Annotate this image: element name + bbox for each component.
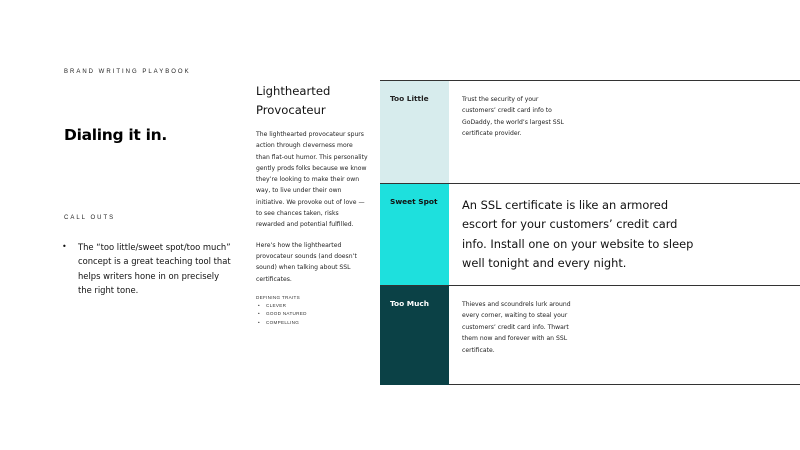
tone-label-too-little: Too Little <box>380 81 449 183</box>
page-title: Dialing it in. <box>64 126 167 144</box>
trait-item <box>256 302 368 311</box>
bullet-icon: • <box>258 302 260 308</box>
tone-row-too-little <box>380 81 800 183</box>
tone-example-too-little <box>449 81 800 183</box>
tone-example-sweet-spot <box>449 184 800 285</box>
tone-label-too-much: Too Much <box>380 286 449 385</box>
bullet-icon: • <box>62 242 67 251</box>
tone-example-text: An SSL certificate is like an armored escort for your customers’ credit card info. Install one on your website to sleep well tonight and every night. <box>462 198 694 270</box>
traits-heading: DEFINING TRAITS <box>256 294 300 300</box>
tone-table <box>380 80 800 385</box>
trait-label: CLEVER <box>266 302 287 308</box>
tone-example-text: Thieves and scoundrels lurk around every corner, waiting to steal your customers’ credit card info. Thwart them now and forever with an SSL certificate. <box>462 301 571 354</box>
tone-example-text: Trust the security of your customers’ credit card info to GoDaddy, the world’s largest SSL certificate provider. <box>462 96 564 138</box>
traits-list <box>256 302 368 328</box>
persona-ssl-intro: Here’s how the lighthearted provocateur sounds (and doesn’t sound) when talking about SSL certificates. <box>256 241 357 283</box>
trait-item <box>256 310 368 319</box>
trait-label: GOOD NATURED <box>266 311 307 317</box>
callouts-heading: CALL OUTS <box>64 215 116 221</box>
callout-text: The “too little/sweet spot/too much” concept is a great teaching tool that helps writers hone in on precisely the right tone. <box>78 242 231 296</box>
trait-item <box>256 319 368 328</box>
persona-title <box>256 82 368 119</box>
persona-title-line2: Provocateur <box>256 102 326 117</box>
bullet-icon: • <box>258 311 260 317</box>
tone-row-too-much <box>380 285 800 385</box>
playbook-eyebrow: BRAND WRITING PLAYBOOK <box>64 69 191 75</box>
persona-description: The lighthearted provocateur spurs action through cleverness more than flat-out humor. This personality gently prods folks because we know they’re looking to make their own way, to live under their own initiative. We provoke out of love — to see chances taken, risks rewarded and potential fulfilled. <box>256 131 368 229</box>
tone-label-sweet-spot: Sweet Spot <box>380 184 449 285</box>
trait-label: COMPELLING <box>266 319 300 325</box>
callout-item <box>62 240 232 298</box>
bullet-icon: • <box>258 319 260 325</box>
tone-row-sweet-spot <box>380 183 800 285</box>
callouts-list <box>62 240 232 298</box>
persona-column <box>256 82 368 327</box>
tone-example-too-much <box>449 286 800 385</box>
persona-title-line1: Lighthearted <box>256 84 331 98</box>
